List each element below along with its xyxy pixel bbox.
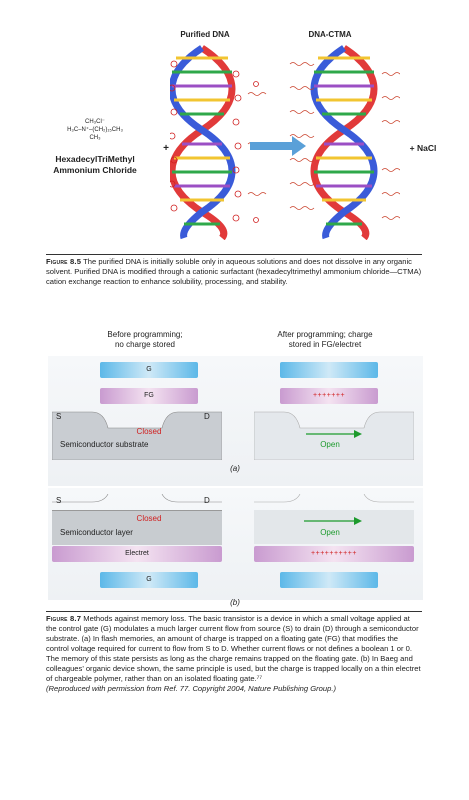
drain-label-a: D — [204, 412, 210, 421]
ctma-structure — [40, 118, 150, 142]
before-title-1: Before programming; — [107, 330, 183, 339]
chem-name-1: HexadecylTriMethyl — [55, 154, 135, 164]
closed-label-b: Closed — [136, 514, 162, 523]
source-label-a: S — [56, 412, 62, 421]
floating-gate-a-left: FG — [100, 388, 198, 404]
figure-8-5-caption — [46, 257, 422, 287]
after-title-1: After programming; charge — [277, 330, 373, 339]
floating-gate-a-right — [280, 388, 378, 404]
figure-8-7-caption — [46, 614, 422, 694]
gate-electrode-b-left: G — [100, 572, 198, 588]
stored-charges-fg: +++++++ — [312, 392, 346, 399]
chem-line-1: CH₃Cl⁻ — [85, 119, 105, 125]
electret-b-left: Electret — [52, 546, 222, 562]
panel-b-label: (b) — [230, 598, 240, 607]
drain-label-b: D — [204, 496, 210, 505]
current-arrow-b — [304, 516, 364, 526]
caption-text-87: Methods against memory loss. The basic transistor is a device in which a small voltage applied at the control gate (G) modulates a much larger current flow from source (S) to drain (D) through a semiconductor substrate. (a) In flash memories, an amount of charge is trapped on a floating gate (FG) that modifies the control voltage required for current to flow from S to D. Whether current flows or not defines a boolean 1 or 0. The memory of this state persists as long as the charge remains trapped on the floating gate. (b) In Baeg and colleagues’ organic device shown, the same principle is used, but the charge is trapped locally on a thin electret of chargeable polymer, rather than on an isolated floating gate.⁷⁷ — [46, 614, 421, 683]
stored-charges-electret: ++++++++++ — [311, 550, 357, 557]
exchange-arrow — [250, 136, 306, 156]
dna-ctma-helix — [290, 48, 400, 238]
caption-rule-85 — [46, 254, 422, 255]
before-title-2: no charge stored — [114, 340, 176, 349]
chem-line-2: H₃C–N⁺–(CH₂)₁₅CH₃ — [67, 127, 123, 133]
caption-text-85: The purified DNA is initially soluble only in aqueous solutions and does not dissolve in any organic solvent. Purified DNA is modified through a cationic surfactant (hexadecyltrimethyl ammonium chloride—CTMA) cation exchange reaction to enhance solubility, processing, and stability. — [46, 257, 422, 286]
after-programming-title — [250, 330, 400, 350]
closed-label-a: Closed — [136, 427, 162, 436]
gate-electrode-a-right — [280, 362, 378, 378]
after-title-2: stored in FG/electret — [288, 340, 362, 349]
plus-sign: + — [163, 143, 169, 154]
before-programming-title — [70, 330, 220, 350]
chem-name-2: Ammonium Chloride — [53, 165, 137, 175]
ctma-name — [30, 154, 160, 176]
gate-electrode-a-left: G — [100, 362, 198, 378]
caption-head-85: Figure 8.5 — [46, 257, 82, 266]
substrate-a-right — [254, 410, 414, 460]
open-label-b: Open — [320, 528, 340, 537]
caption-credit: (Reproduced with permission from Ref. 77. Copyright 2004, Nature Publishing Group.) — [46, 684, 336, 693]
nacl-label: + NaCl — [409, 143, 437, 153]
source-label-b: S — [56, 496, 62, 505]
dna-ctma-title: DNA-CTMA — [308, 30, 352, 39]
gate-electrode-b-right — [280, 572, 378, 588]
electret-b-right — [254, 546, 414, 562]
chem-line-3: CH₃ — [89, 135, 101, 141]
counter-ions — [248, 82, 266, 223]
semiconductor-layer-b-right — [254, 510, 414, 544]
caption-rule-87 — [46, 611, 422, 612]
dna-illustration — [170, 44, 400, 240]
purified-dna-helix — [170, 48, 241, 238]
semiconductor-layer-label: Semiconductor layer — [60, 528, 133, 537]
purified-dna-title: Purified DNA — [180, 30, 230, 39]
panel-a-label: (a) — [230, 464, 240, 473]
caption-head-87: Figure 8.7 — [46, 614, 82, 623]
substrate-label-a: Semiconductor substrate — [60, 440, 149, 449]
open-label-a: Open — [320, 440, 340, 449]
